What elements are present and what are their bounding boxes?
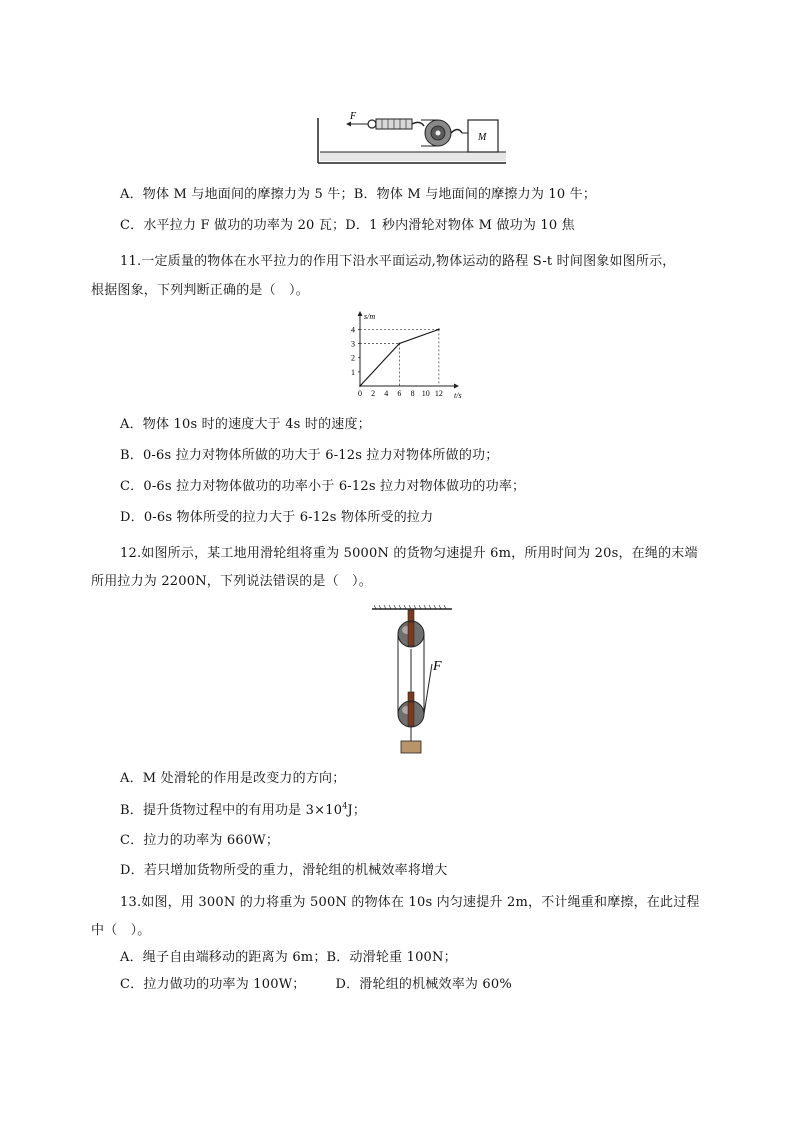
force-label-f: F [350,111,357,122]
q12-stem-line-1: 12.如图所示，某工地用滑轮组将重为 5000N 的货物匀速提升 6m，所用时间为 20s，在绳的末端 [120,546,698,561]
q13-option-a: A．绳子自由端移动的距离为 6m； [120,950,327,965]
q10-option-a: A．物体 M 与地面间的摩擦力为 5 牛； [120,187,354,202]
q13-options-row-1 [120,949,457,967]
y-tick-label: 3 [351,339,355,349]
pulley-system-figure [370,604,460,756]
data-point [359,385,361,387]
q10-options-row-2 [120,217,575,235]
q12-force-label: F [433,659,442,674]
q10-option-d: D．1 秒内滑轮对物体 M 做功为 10 焦 [345,218,575,233]
q12-option-c: C．拉力的功率为 660W； [120,833,280,848]
q12-option-d: D．若只增加货物所受的重力，滑轮组的机械效率将增大 [120,863,448,878]
q11-option-a: A．物体 10s 时的速度大于 4s 时的速度； [120,417,371,432]
q12-option-b-suffix: J； [347,803,367,818]
x-axis-arrow [454,384,459,389]
y-tick-label: 4 [351,325,355,335]
x-tick-label: 8 [410,389,415,398]
q13-option-c: C．拉力做功的功率为 100W； [120,977,306,992]
x-tick-label: 12 [434,389,443,398]
x-axis-label: t/s [454,391,462,400]
q11-stem-line-1: 11.一定质量的物体在水平拉力的作用下沿水平面运动,物体运动的路程 S-t 时间图象如图所示， [120,254,676,269]
pulley-block-figure [316,108,508,166]
q11-option-d: D．0-6s 物体所受的拉力大于 6-12s 物体所受的拉力 [120,510,434,525]
q13-options-row-2 [120,976,512,994]
q13-stem-line-2: 中（ ）。 [91,923,151,938]
q10-options-row-1 [120,186,596,204]
q12-stem-line-2: 所用拉力为 2200N，下列说法错误的是（ ）。 [91,574,372,589]
q11-option-c: C．0-6s 拉力对物体做功的功率小于 6-12s 拉力对物体做功的功率； [120,479,526,494]
block-label-m: M [478,132,487,143]
x-tick-label: 2 [371,389,376,398]
x-tick-label: 0 [358,389,362,398]
q12-option-b [120,802,366,820]
y-tick-label: 2 [351,353,355,363]
q12-option-b-prefix: B．提升货物过程中的有用功是 3×10 [120,803,343,818]
y-tick-label: 1 [351,367,355,377]
q13-option-b: B．动滑轮重 100N； [326,950,457,965]
data-point [438,328,440,330]
x-tick-label: 10 [421,389,430,398]
q10-option-b: B．物体 M 与地面间的摩擦力为 10 牛； [353,187,597,202]
s-t-graph [340,310,460,402]
q11-stem-line-2: 根据图象，下列判断正确的是（ ）。 [91,283,309,298]
y-axis-arrow [358,311,363,316]
x-tick-label: 6 [397,389,402,398]
q12-option-a: A．M 处滑轮的作用是改变力的方向； [120,771,346,786]
x-tick-label: 4 [384,389,389,398]
q11-option-b: B．0-6s 拉力对物体所做的功大于 6-12s 拉力对物体所做的功； [120,448,499,463]
q12-option-b-exponent: 4 [342,801,348,811]
data-point [399,343,401,345]
q13-stem-line-1: 13.如图，用 300N 的力将重为 500N 的物体在 10s 内匀速提升 2m，不计绳重和摩擦，在此过程 [120,895,700,910]
q10-option-c: C．水平拉力 F 做功的功率为 20 瓦； [120,218,346,233]
y-axis-label: s/m [364,312,376,321]
q13-option-d: D．滑轮组的机械效率为 60% [335,977,512,992]
